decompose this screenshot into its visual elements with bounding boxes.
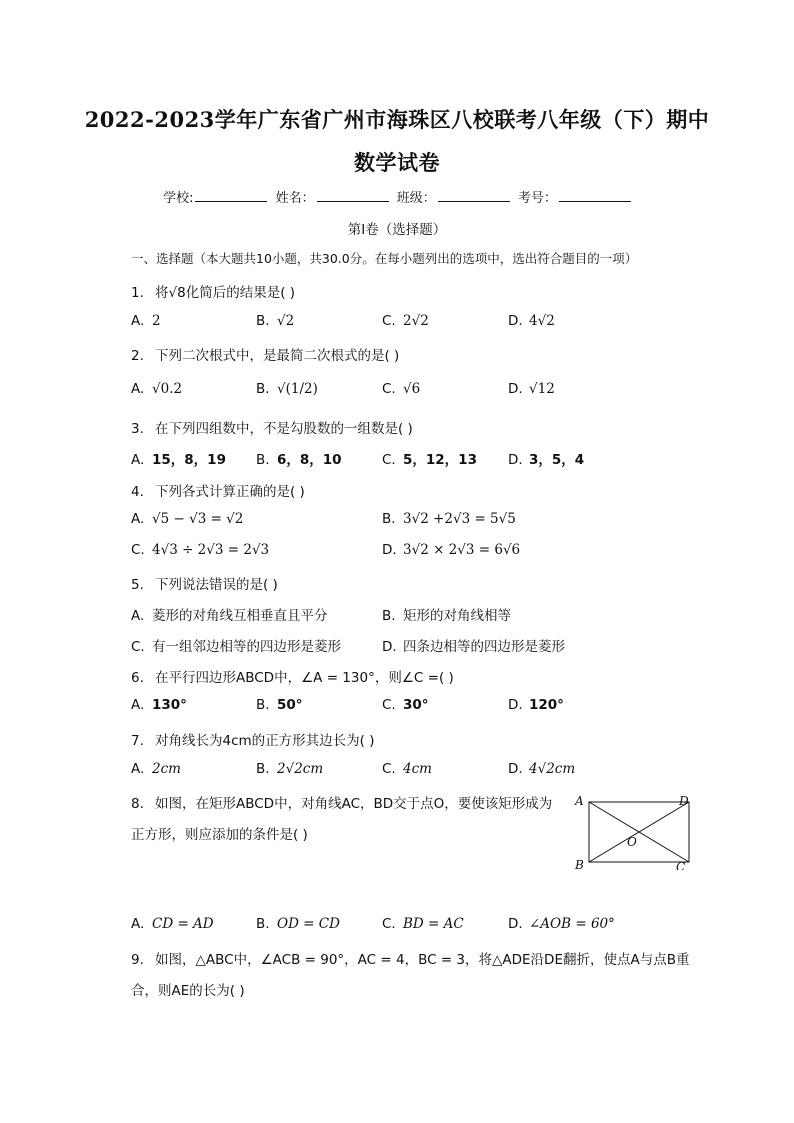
option-label: A. [131,381,145,397]
option-text: 2cm [152,761,181,777]
option-label: B. [382,608,396,624]
option-text: √(1/2) [277,381,318,397]
q8-option-b[interactable] [256,916,340,932]
q6-option-c[interactable] [382,697,429,713]
q4-option-b[interactable] [382,511,516,527]
question-stem: 在下列四组数中，不是勾股数的一组数是( ) [155,421,413,437]
option-text: 130° [152,697,187,713]
q1-option-d[interactable] [508,313,555,329]
option-text: √0.2 [152,381,183,397]
q4-option-d[interactable] [382,542,520,558]
option-text: 四条边相等的四边形是菱形 [403,639,565,655]
option-text: 2√2 [403,313,429,329]
vertex-label-o: O [627,835,637,849]
question-4 [131,480,305,500]
option-label: D. [508,697,523,713]
name-field[interactable] [276,187,389,206]
option-text: 2 [152,313,161,329]
option-text: 有一组邻边相等的四边形是菱形 [152,639,341,655]
q1-option-c[interactable] [382,313,429,329]
option-label: B. [256,381,270,397]
option-label: D. [508,916,523,932]
q1-option-a[interactable] [131,313,161,329]
question-1 [131,281,295,301]
q7-option-b[interactable] [256,761,323,777]
question-number: 1. [131,285,144,301]
option-text: 3，5，4 [529,452,585,468]
student-info-row [0,187,794,206]
option-text: 4√3 ÷ 2√3 = 2√3 [152,542,270,558]
question-stem: 在平行四边形ABCD中，∠A = 130°，则∠C =( ) [155,670,454,686]
question-6 [131,666,454,686]
option-label: C. [131,542,145,558]
question-stem: 下列二次根式中，是最简二次根式的是( ) [155,348,400,364]
q5-option-b[interactable] [382,604,511,624]
vertex-label-c: C [676,860,686,870]
class-blank[interactable] [438,189,510,202]
question-7 [131,729,375,749]
option-label: D. [508,381,523,397]
q4-option-a[interactable] [131,511,243,527]
option-label: C. [131,639,145,655]
option-label: B. [256,761,270,777]
option-label: B. [256,313,270,329]
option-text: √2 [277,313,295,329]
question-2 [131,344,399,364]
option-text: 3√2 × 2√3 = 6√6 [403,542,521,558]
question-stem-line1: 如图，在矩形ABCD中，对角线AC，BD交于点O，要使该矩形成为 [155,796,553,812]
option-text: OD = CD [277,916,340,932]
question-stem: 下列各式计算正确的是( ) [155,484,305,500]
option-text: 30° [403,697,429,713]
option-text: ∠AOB = 60° [529,916,615,932]
rectangle-figure [572,790,702,870]
option-label: C. [382,916,396,932]
q2-option-a[interactable] [131,381,182,397]
option-label: B. [256,452,270,468]
option-text: 50° [277,697,303,713]
option-text: 菱形的对角线互相垂直且平分 [152,608,328,624]
option-text: 120° [529,697,564,713]
option-label: A. [131,916,145,932]
q5-option-d[interactable] [382,635,565,655]
option-label: C. [382,452,396,468]
option-text: CD = AD [152,916,214,932]
option-text: 矩形的对角线相等 [403,608,511,624]
option-text: √5 − √3 = √2 [152,511,244,527]
option-label: B. [256,916,270,932]
question-stem: 下列说法错误的是( ) [155,577,278,593]
question-8 [131,792,552,812]
q2-option-c[interactable] [382,381,420,397]
option-label: D. [508,761,523,777]
option-text: 6，8，10 [277,452,342,468]
option-label: B. [382,511,396,527]
option-text: √12 [529,381,555,397]
q3-option-c[interactable] [382,448,477,468]
option-label: A. [131,452,145,468]
question-3 [131,417,413,437]
question-stem-line1: 如图，△ABC中，∠ACB = 90°，AC = 4，BC = 3，将△ADE沿DE翻折，使点A与点B重 [155,952,690,968]
option-text: 5，12，13 [403,452,477,468]
question-stem: 将√8化简后的结果是( ) [155,285,296,301]
q3-option-d[interactable] [508,448,584,468]
q3-option-a[interactable] [131,448,226,468]
option-text: 4cm [403,761,432,777]
question-5 [131,573,278,593]
part-one-heading: 一、选择题（本大题共10小题，共30.0分。在每小题列出的选项中，选出符合题目的一项） [131,251,638,266]
exam-title-line2: 数学试卷 [354,150,440,175]
q3-option-b[interactable] [256,448,342,468]
option-label: C. [382,381,396,397]
option-text: 4√2cm [529,761,576,777]
vertex-label-d: D [679,794,689,808]
option-text: 4√2 [529,313,555,329]
option-text: √6 [403,381,421,397]
option-label: D. [382,542,397,558]
school-label: 学校: [163,191,194,206]
question-number: 7. [131,733,144,749]
option-text: 2√2cm [277,761,324,777]
q6-option-a[interactable] [131,697,187,713]
question-number: 3. [131,421,144,437]
question-number: 2. [131,348,144,364]
exam-number-blank[interactable] [559,189,631,202]
option-text: BD = AC [403,916,464,932]
option-label: B. [256,697,270,713]
q7-option-d[interactable] [508,761,575,777]
question-number: 6. [131,670,144,686]
question-8-line2: 正方形，则应添加的条件是( ) [131,827,308,843]
option-text: 3√2 +2√3 = 5√5 [403,511,516,527]
name-label: 姓名： [275,191,315,206]
option-label: A. [131,608,145,624]
vertex-label-a: A [575,794,584,808]
exam-title-line1: 2022-2023学年广东省广州市海珠区八校联考八年级（下）期中 [84,107,710,132]
vertex-label-b: B [575,858,584,870]
question-9-line2: 合，则AE的长为( ) [131,983,245,999]
q5-option-c[interactable] [131,635,341,655]
q7-option-c[interactable] [382,761,432,777]
question-9 [131,948,689,968]
class-field[interactable] [397,187,510,206]
option-label: D. [382,639,397,655]
option-text: 15，8，19 [152,452,226,468]
option-label: C. [382,313,396,329]
q8-option-c[interactable] [382,916,464,932]
question-stem: 对角线长为4cm的正方形其边长为( ) [155,733,375,749]
q2-option-d[interactable] [508,381,555,397]
q6-option-d[interactable] [508,697,564,713]
exam-number-label: 考号： [517,191,557,206]
q5-option-a[interactable] [131,604,328,624]
q1-option-b[interactable] [256,313,294,329]
option-label: A. [131,761,145,777]
section-title: 第Ⅰ卷（选择题） [347,222,447,238]
option-label: A. [131,697,145,713]
option-label: C. [382,697,396,713]
exam-number-field[interactable] [518,187,631,206]
option-label: C. [382,761,396,777]
option-label: D. [508,452,523,468]
q4-option-c[interactable] [131,542,269,558]
q6-option-b[interactable] [256,697,303,713]
class-label: 班级： [396,191,436,206]
question-number: 4. [131,484,144,500]
question-number: 9. [131,952,144,968]
q2-option-b[interactable] [256,381,318,397]
question-number: 8. [131,796,144,812]
q7-option-a[interactable] [131,761,181,777]
name-blank[interactable] [317,189,389,202]
q8-option-a[interactable] [131,916,214,932]
option-label: A. [131,511,145,527]
school-field[interactable] [163,187,267,206]
option-label: D. [508,313,523,329]
school-blank[interactable] [195,189,267,202]
question-number: 5. [131,577,144,593]
q8-option-d[interactable] [508,916,615,932]
option-label: A. [131,313,145,329]
